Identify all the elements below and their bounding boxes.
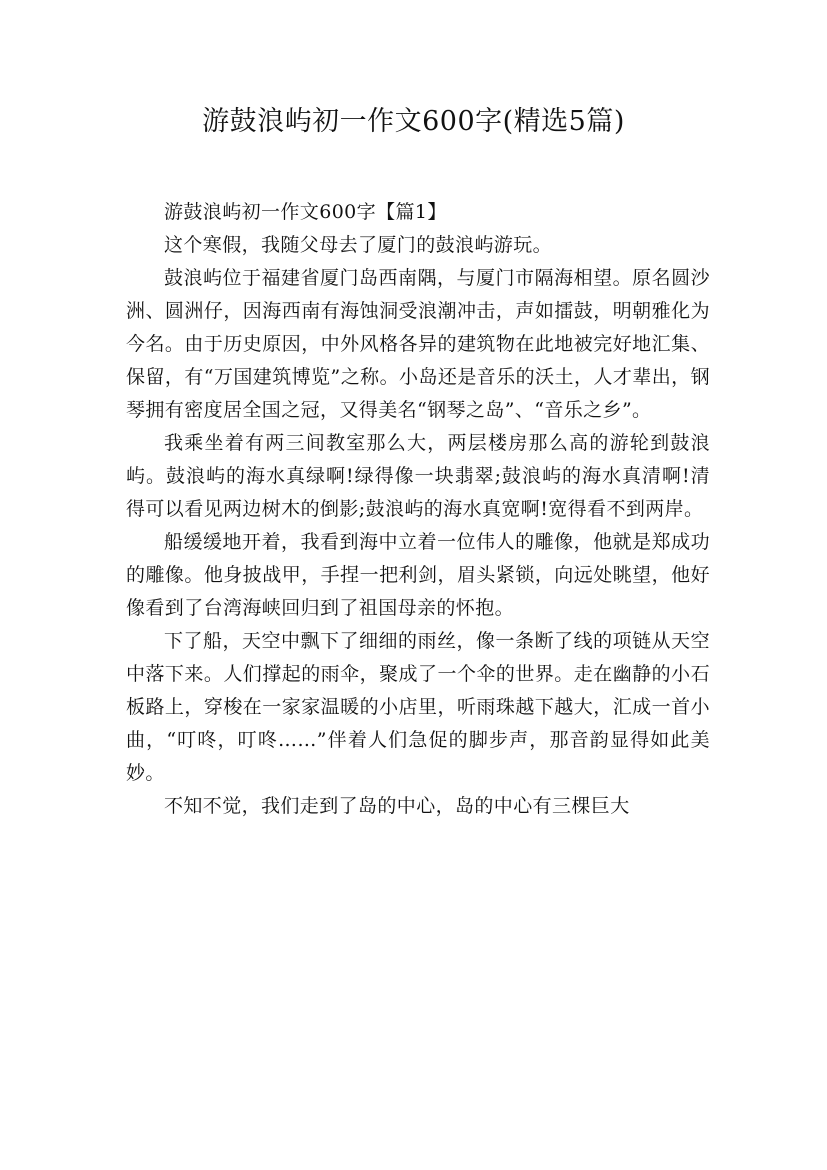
paragraph-1: 这个寒假，我随父母去了厦门的鼓浪屿游玩。: [164, 234, 553, 256]
section-title: 游鼓浪屿初一作文600字【篇1】: [164, 201, 447, 223]
paragraph-5: 下了船，天空中飘下了细细的雨丝，像一条断了线的项链从天空中落下来。人们撑起的雨伞，聚成了一个伞的世界。走在幽静的小石板路上，穿梭在一家家温暖的小店里，听雨珠越下越大，汇成一首小曲，“叮咚，叮咚……”伴着人们急促的脚步声，那音韵显得如此美妙。: [126, 630, 710, 784]
paragraph-4: 船缓缓地开着，我看到海中立着一位伟人的雕像，他就是郑成功的雕像。他身披战甲，手捏一把利剑，眉头紧锁，向远处眺望，他好像看到了台湾海峡回归到了祖国母亲的怀抱。: [126, 531, 710, 619]
paragraph-3: 我乘坐着有两三间教室那么大，两层楼房那么高的游轮到鼓浪屿。鼓浪屿的海水真绿啊!绿得像一块翡翠;鼓浪屿的海水真清啊!清得可以看见两边树木的倒影;鼓浪屿的海水真宽啊!宽得看不到两岸。: [126, 432, 710, 520]
document-body: [126, 196, 710, 823]
paragraph-6: 不知不觉，我们走到了岛的中心，岛的中心有三棵巨大: [164, 795, 630, 817]
document-title: 游鼓浪屿初一作文600字(精选5篇): [202, 106, 625, 137]
paragraph-2: 鼓浪屿位于福建省厦门岛西南隅，与厦门市隔海相望。原名圆沙洲、圆洲仔，因海西南有海蚀洞受浪潮冲击，声如擂鼓，明朝雅化为今名。由于历史原因，中外风格各异的建筑物在此地被完好地汇集、保留，有“万国建筑博览”之称。小岛还是音乐的沃土，人才辈出，钢琴拥有密度居全国之冠，又得美名“钢琴之岛”、“音乐之乡”。: [126, 267, 710, 421]
